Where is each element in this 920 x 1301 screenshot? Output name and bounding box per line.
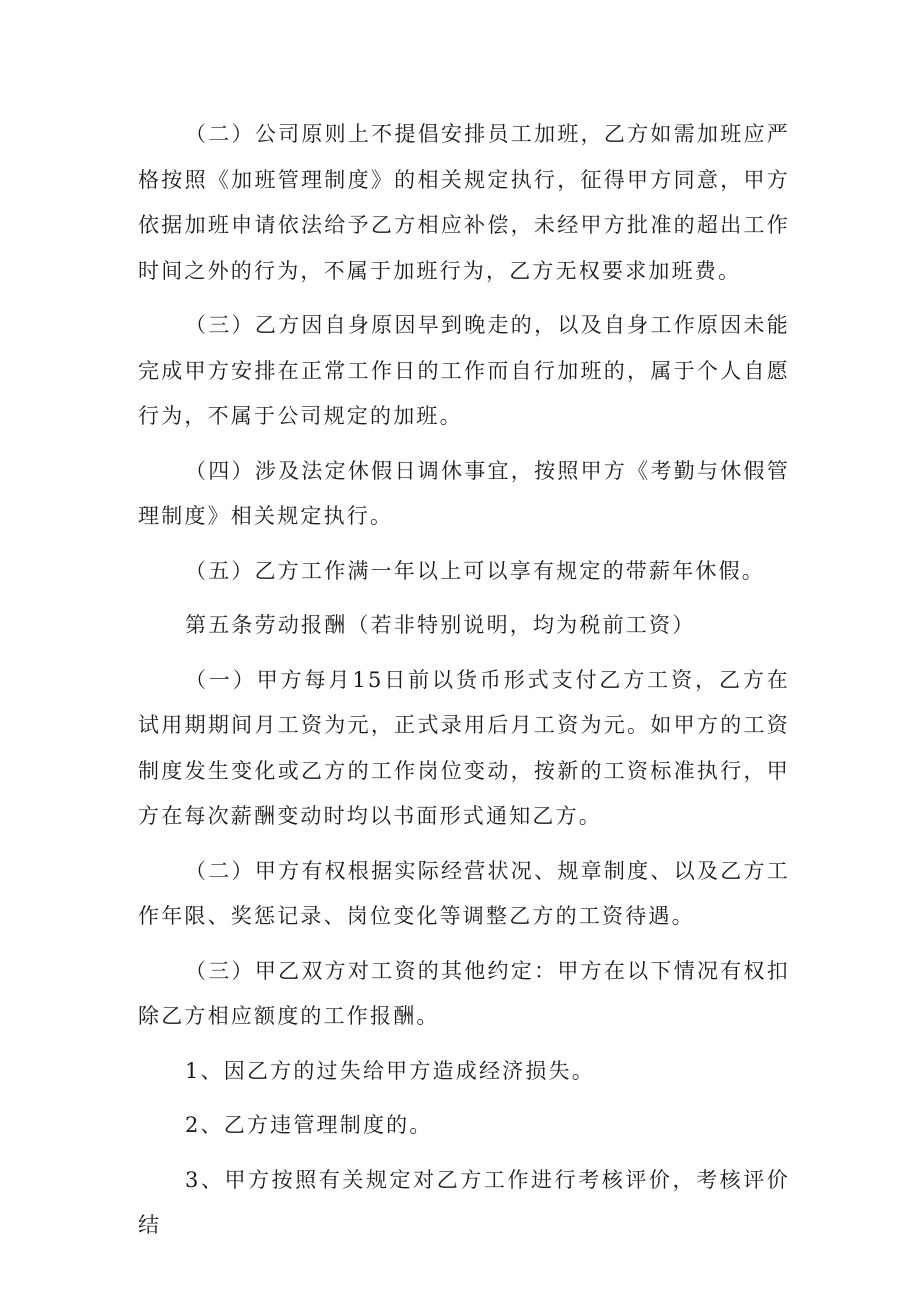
list-item-rule-violation: 2、乙方违管理制度的。 [185,1113,433,1137]
paragraph-salary-adjustment: （二）甲方有权根据实际经营状况、规章制度、以及乙方工作年限、奖惩记录、岗位变化等调整乙方的工资待遇。 [138,858,790,928]
paragraph-voluntary-overtime: （三）乙方因自身原因早到晚走的，以及自身工作原因未能完成甲方安排在正常工作日的工作而自行加班的，属于个人自愿行为，不属于公司规定的加班。 [138,313,790,428]
paragraph-salary-payment: （一）甲方每月15日前以货币形式支付乙方工资，乙方在试用期期间月工资为元，正式录用后月工资为元。如甲方的工资制度发生变化或乙方的工作岗位变动，按新的工资标准执行，甲方在每次薪酬变动时均以书面形式通知乙方。 [138,667,790,828]
paragraph-salary-deduction: （三）甲乙双方对工资的其他约定：甲方在以下情况有权扣除乙方相应额度的工作报酬。 [138,958,790,1028]
list-item-assessment: 3、甲方按照有关规定对乙方工作进行考核评价，考核评价结 [138,1167,790,1237]
article-heading-remuneration: 第五条劳动报酬（若非特别说明，均为税前工资） [185,613,696,637]
paragraph-overtime-policy: （二）公司原则上不提倡安排员工加班，乙方如需加班应严格按照《加班管理制度》的相关规定执行，征得甲方同意，甲方依据加班申请依法给予乙方相应补偿，未经甲方批准的超出工作时间之外的行为，不属于加班行为，乙方无权要求加班费。 [138,122,790,283]
paragraph-annual-leave: （五）乙方工作满一年以上可以享有规定的带薪年休假。 [185,558,765,583]
document-page [138,112,790,1258]
paragraph-holiday-leave: （四）涉及法定休假日调休事宜，按照甲方《考勤与休假管理制度》相关规定执行。 [138,458,790,528]
list-item-economic-loss: 1、因乙方的过失给甲方造成经济损失。 [185,1058,595,1083]
